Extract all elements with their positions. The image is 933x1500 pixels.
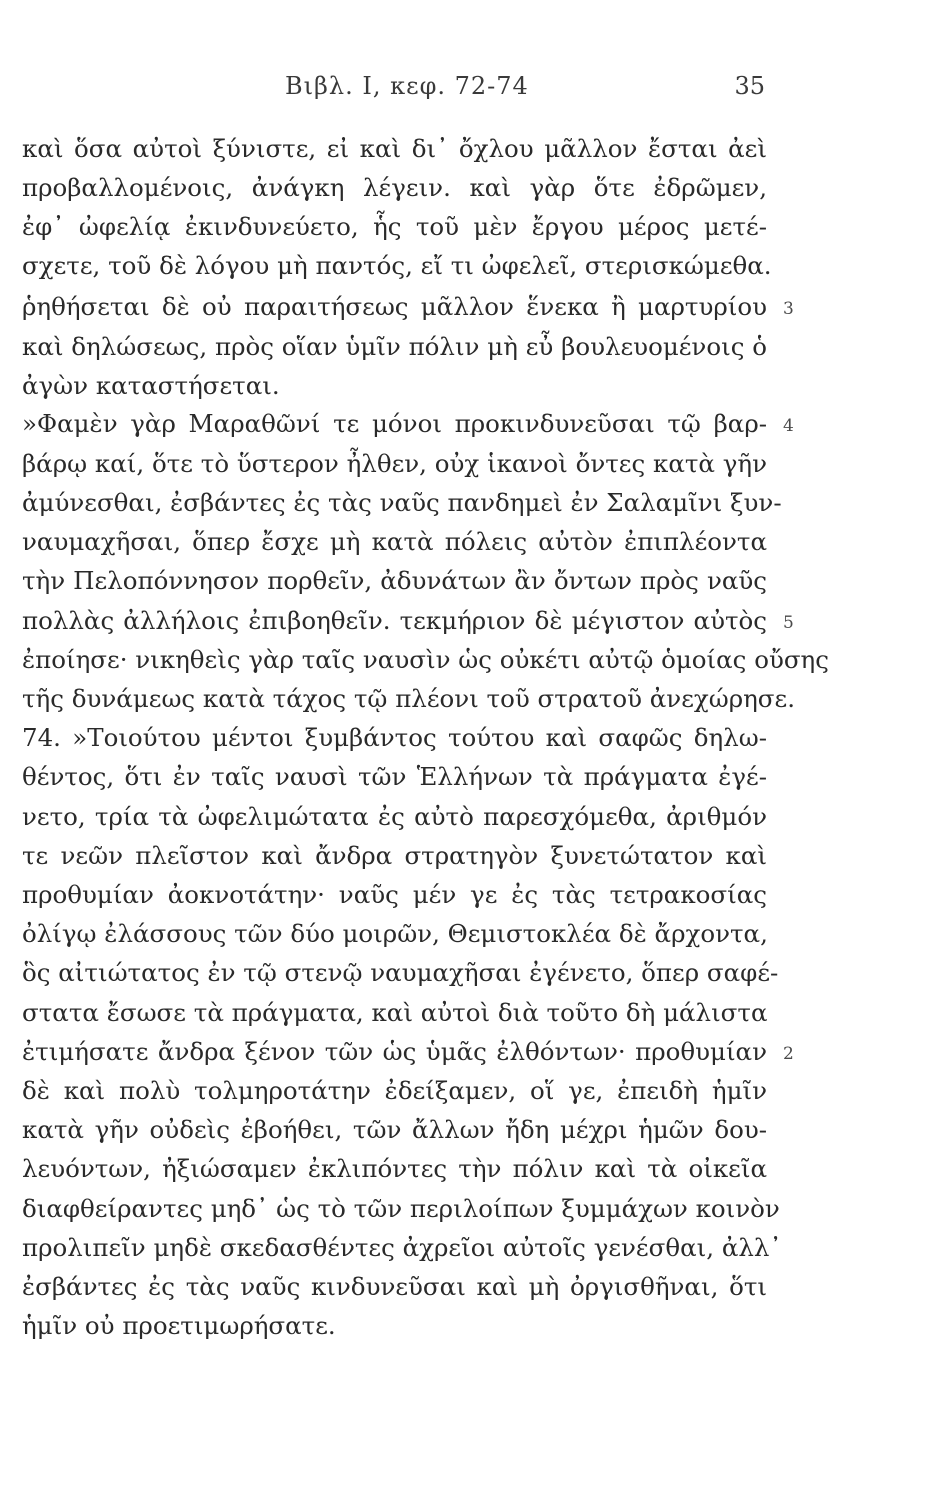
text-line: 74. »Τοιούτου μέντοι ξυμβάντος τούτου καὶ σαφῶς δηλω- bbox=[22, 723, 767, 752]
text-line: ἐποίησε· νικηθεὶς γὰρ ταῖς ναυσὶν ὡς οὐκέτι αὐτῷ ὁμοίας οὔσης bbox=[22, 645, 829, 674]
text-line: θέντος, ὅτι ἐν ταῖς ναυσὶ τῶν Ἑλλήνων τὰ πράγματα ἐγέ- bbox=[22, 762, 767, 791]
text-line: κατὰ γῆν οὐδεὶς ἐβοήθει, τῶν ἄλλων ἤδη μέχρι ἡμῶν δου- bbox=[22, 1115, 767, 1144]
text-line: προβαλλομένοις, ἀνάγκη λέγειν. καὶ γὰρ ὅτε ἐδρῶμεν, bbox=[22, 173, 767, 202]
text-line: στατα ἔσωσε τὰ πράγματα, καὶ αὐτοὶ διὰ τοῦτο δὴ μάλιστα bbox=[22, 998, 768, 1027]
text-line: ἐσβάντες ἐς τὰς ναῦς κινδυνεῦσαι καὶ μὴ ὀργισθῆναι, ὅτι bbox=[22, 1272, 767, 1301]
margin-section-number: 4 bbox=[783, 416, 794, 436]
text-line: λευόντων, ἠξιώσαμεν ἐκλιπόντες τὴν πόλιν καὶ τὰ οἰκεῖα bbox=[22, 1154, 767, 1183]
text-line: βάρῳ καί, ὅτε τὸ ὕστερον ἦλθεν, οὐχ ἱκανοὶ ὄντες κατὰ γῆν bbox=[22, 449, 767, 478]
text-line: διαφθείραντες μηδ᾽ ὡς τὸ τῶν περιλοίπων ξυμμάχων κοινὸν bbox=[22, 1194, 780, 1223]
text-line: σχετε, τοῦ δὲ λόγου μὴ παντός, εἴ τι ὠφελεῖ, στερισκώμεθα. bbox=[22, 251, 772, 280]
text-line: πολλὰς ἀλλήλοις ἐπιβοηθεῖν. τεκμήριον δὲ μέγιστον αὐτὸς bbox=[22, 606, 767, 635]
text-line: τε νεῶν πλεῖστον καὶ ἄνδρα στρατηγὸν ξυνετώτατον καὶ bbox=[22, 841, 767, 870]
page-number: 35 bbox=[734, 72, 765, 100]
text-line: ἐφ᾽ ὠφελίᾳ ἐκινδυνεύετο, ἧς τοῦ μὲν ἔργου μέρος μετέ- bbox=[22, 212, 767, 241]
text-line: νετο, τρία τὰ ὠφελιμώτατα ἐς αὐτὸ παρεσχόμεθα, ἀριθμόν bbox=[22, 802, 767, 831]
text-line: καὶ δηλώσεως, πρὸς οἵαν ὑμῖν πόλιν μὴ εὖ βουλευομένοις ὁ bbox=[22, 332, 767, 361]
text-line: προθυμίαν ἀοκνοτάτην· ναῦς μέν γε ἐς τὰς τετρακοσίας bbox=[22, 880, 767, 909]
text-line: τῆς δυνάμεως κατὰ τάχος τῷ πλέονι τοῦ στρατοῦ ἀνεχώρησε. bbox=[22, 684, 795, 713]
text-line: καὶ ὅσα αὐτοὶ ξύνιστε, εἰ καὶ δι᾽ ὄχλου μᾶλλον ἔσται ἀεὶ bbox=[22, 134, 767, 163]
text-line: ἀμύνεσθαι, ἐσβάντες ἐς τὰς ναῦς πανδημεὶ ἐν Σαλαμῖνι ξυν- bbox=[22, 488, 782, 517]
text-line: ναυμαχῆσαι, ὅπερ ἔσχε μὴ κατὰ πόλεις αὐτὸν ἐπιπλέοντα bbox=[22, 527, 767, 556]
running-head: Βιβλ. Ι, κεφ. 72-74 bbox=[285, 72, 529, 100]
text-line: προλιπεῖν μηδὲ σκεδασθέντες ἀχρεῖοι αὐτοῖς γενέσθαι, ἀλλ᾽ bbox=[22, 1233, 782, 1262]
text-line: ὀλίγῳ ἐλάσσους τῶν δύο μοιρῶν, Θεμιστοκλέα δὲ ἄρχοντα, bbox=[22, 919, 768, 948]
text-line: ἡμῖν οὐ προετιμωρήσατε. bbox=[22, 1311, 336, 1340]
page-header bbox=[0, 72, 933, 112]
text-line: τὴν Πελοπόννησον πορθεῖν, ἀδυνάτων ἂν ὄντων πρὸς ναῦς bbox=[22, 566, 767, 595]
text-line: »Φαμὲν γὰρ Μαραθῶνί τε μόνοι προκινδυνεῦσαι τῷ βαρ- bbox=[22, 409, 767, 438]
margin-section-number: 3 bbox=[783, 299, 794, 319]
text-line: ὃς αἰτιώτατος ἐν τῷ στενῷ ναυμαχῆσαι ἐγένετο, ὅπερ σαφέ- bbox=[22, 958, 779, 987]
margin-section-number: 2 bbox=[783, 1044, 794, 1064]
text-line: ἐτιμήσατε ἄνδρα ξένον τῶν ὡς ὑμᾶς ἐλθόντων· προθυμίαν bbox=[22, 1037, 767, 1066]
text-line: ῥηθήσεται δὲ οὐ παραιτήσεως μᾶλλον ἕνεκα ἢ μαρτυρίου bbox=[22, 292, 767, 321]
text-line: ἀγὼν καταστήσεται. bbox=[22, 371, 280, 400]
margin-section-number: 5 bbox=[783, 613, 794, 633]
text-line: δὲ καὶ πολὺ τολμηροτάτην ἐδείξαμεν, οἵ γε, ἐπειδὴ ἡμῖν bbox=[22, 1076, 767, 1105]
